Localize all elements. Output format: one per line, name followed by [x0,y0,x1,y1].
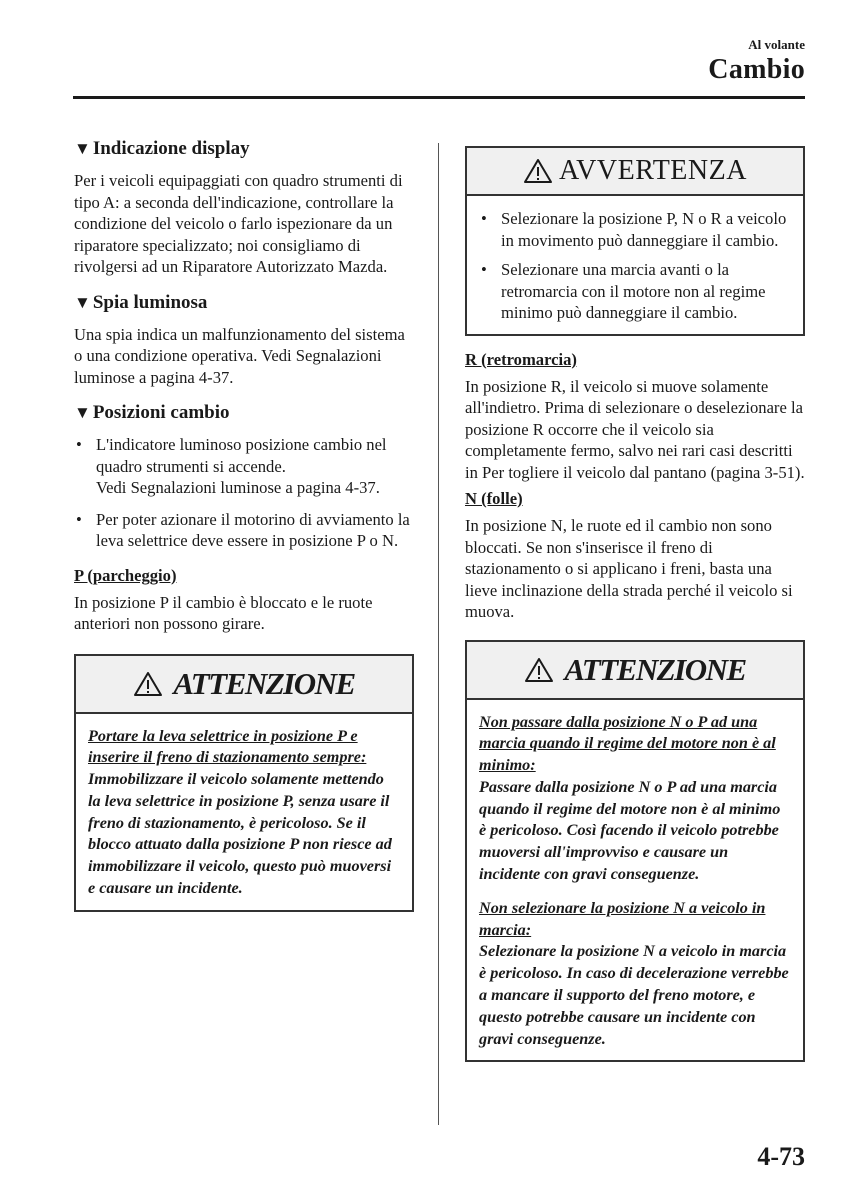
bullet-icon: • [76,509,82,529]
attenzione-text: Immobilizzare il veicolo solamente mettendo la leva selettrice in posizione P, senza usare il freno di stazionamento, è pericoloso. Se il blocco attuato dalla posizione P non riesce ad immobilizzare il veicolo, questo può muoversi e causare un incidente. [88,770,392,898]
avvertenza-box [465,146,805,336]
triangle-down-icon: ▼ [74,292,91,312]
warning-triangle-icon [133,671,163,697]
paragraph-display: Per i veicoli equipaggiati con quadro strumenti di tipo A: a seconda dell'indicazione, controllare la condizione del veicolo o farlo ispezionare da un riparatore specializzato; noi consigliamo di rivolgersi ad un Riparatore Autorizzato Mazda. [74,171,403,276]
bullet-list [74,434,414,552]
triangle-down-icon: ▼ [74,403,91,422]
attenzione-header [76,656,412,714]
bullet-list [479,208,791,324]
attenzione-box [465,640,805,1063]
warning-triangle-icon [523,158,553,184]
avvertenza-body [467,196,803,334]
subheading-folle: N (folle) [465,489,523,508]
column-divider [438,143,439,1125]
avvertenza-title: AVVERTENZA [559,155,747,186]
list-item [74,509,414,552]
attenzione-body [467,700,803,1061]
paragraph-parcheggio: In posizione P il cambio è bloccato e le ruote anteriori non possono girare. [74,592,373,633]
page-title: Cambio [708,54,805,85]
list-item [479,259,791,324]
paragraph-retromarcia: In posizione R, il veicolo si muove solamente all'indietro. Prima di selezionare o deselezionare la posizione R occorre che il veicolo sia completamente fermo, salvo nei rari casi descritti in Per togliere il veicolo dal pantano (pagina 3-51). [465,376,805,482]
list-item-text: L'indicatore luminoso posizione cambio nel quadro strumenti si accende. [96,435,387,476]
list-item [74,434,414,499]
section-label: Al volante [748,37,805,52]
attenzione-box [74,654,414,912]
left-column [74,138,414,912]
list-item [479,208,791,251]
list-item-text: Selezionare una marcia avanti o la retromarcia con il motore non al regime minimo può danneggiare il cambio. [501,260,766,322]
heading-text: Spia luminosa [92,291,208,313]
attenzione-body [76,714,412,910]
heading-text: Indicazione display [92,138,250,159]
paragraph-folle: In posizione N, le ruote ed il cambio non sono bloccati. Se non s'inserisce il freno di stazionamento o si applicano i freni, basta una lieve inclinazione della strada perché il veicolo si muova. [465,516,793,621]
attenzione-title: ATTENZIONE [173,665,355,701]
avvertenza-header [467,148,803,196]
heading-spia-luminosa [74,292,414,314]
attenzione-header [467,642,803,700]
list-item-text: Per poter azionare il motorino di avviamento la leva selettrice deve essere in posizione P o N. [96,509,410,550]
subheading-parcheggio: P (parcheggio) [74,565,177,585]
triangle-down-icon: ▼ [74,139,91,158]
heading-text: Posizioni cambio [92,402,230,423]
list-item-subtext: Vedi Segnalazioni luminose a pagina 4-37. [96,478,380,497]
bullet-icon: • [76,435,82,454]
attenzione-text: Passare dalla posizione N o P ad una marcia quando il regime del motore non è al minimo è pericoloso. Così facendo il veicolo potrebbe muoversi all'improvviso e causare un incidente con gravi conseguenze. [479,777,781,884]
attenzione-underlined-text: Non selezionare la posizione N a veicolo in marcia: [479,898,766,939]
bullet-icon: • [481,260,487,279]
subheading-retromarcia: R (retromarcia) [465,349,577,369]
paragraph-spia: Una spia indica un malfunzionamento del sistema o una condizione operativa. Vedi Segnalazioni luminose a pagina 4-37. [74,324,405,387]
heading-indicazione-display [74,138,414,160]
bullet-icon: • [481,209,487,228]
attenzione-title: ATTENZIONE [564,651,746,687]
page-number: 4-73 [757,1142,805,1171]
right-column [465,146,805,1062]
warning-triangle-icon [524,657,554,683]
attenzione-text: Selezionare la posizione N a veicolo in marcia è pericoloso. In caso di decelerazione verrebbe a mancare il supporto del freno motore, e questo potrebbe causare un incidente con gravi conseguenze. [479,942,789,1048]
header-rule [73,96,805,99]
attenzione-underlined-text: Portare la leva selettrice in posizione P e inserire il freno di stazionamento sempre: [88,726,367,767]
list-item-text: Selezionare la posizione P, N o R a veicolo in movimento può danneggiare il cambio. [501,209,787,250]
heading-posizioni-cambio [74,402,414,424]
attenzione-underlined-text: Non passare dalla posizione N o P ad una marcia quando il regime del motore non è al minimo: [479,712,776,775]
